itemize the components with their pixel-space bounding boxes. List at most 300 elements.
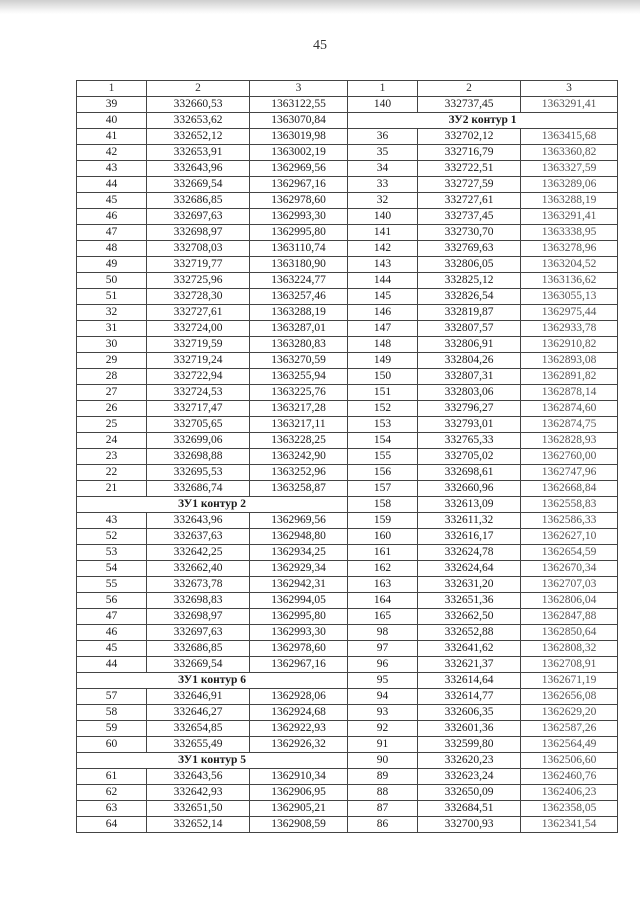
x-coordinate: 332727,59	[418, 177, 521, 193]
x-coordinate: 332631,20	[418, 577, 521, 593]
point-number: 29	[77, 353, 147, 369]
point-number: 163	[348, 577, 418, 593]
point-number: 36	[348, 129, 418, 145]
x-coordinate: 332641,62	[418, 641, 521, 657]
x-coordinate: 332601,36	[418, 721, 521, 737]
point-number: 142	[348, 241, 418, 257]
point-number: 64	[77, 817, 147, 833]
x-coordinate: 332662,40	[147, 561, 250, 577]
x-coordinate: 332719,59	[147, 337, 250, 353]
column-header: 1	[348, 81, 418, 97]
table-row	[77, 545, 618, 561]
y-coordinate: 1362908,59	[250, 817, 348, 833]
x-coordinate: 332624,78	[418, 545, 521, 561]
x-coordinate: 332652,14	[147, 817, 250, 833]
point-number: 150	[348, 369, 418, 385]
point-number: 25	[77, 417, 147, 433]
x-coordinate: 332655,49	[147, 737, 250, 753]
point-number: 31	[77, 321, 147, 337]
point-number: 140	[348, 209, 418, 225]
x-coordinate: 332621,37	[418, 657, 521, 673]
y-coordinate: 1362994,05	[250, 593, 348, 609]
x-coordinate: 332722,94	[147, 369, 250, 385]
table-row	[77, 529, 618, 545]
y-coordinate: 1362656,08	[521, 689, 618, 705]
y-coordinate: 1362910,34	[250, 769, 348, 785]
point-number: 21	[77, 481, 147, 497]
y-coordinate: 1362760,00	[521, 449, 618, 465]
x-coordinate: 332819,87	[418, 305, 521, 321]
x-coordinate: 332804,26	[418, 353, 521, 369]
point-number: 59	[77, 721, 147, 737]
x-coordinate: 332698,88	[147, 449, 250, 465]
y-coordinate: 1362406,23	[521, 785, 618, 801]
x-coordinate: 332673,78	[147, 577, 250, 593]
table-row	[77, 113, 618, 129]
point-number: 46	[77, 209, 147, 225]
y-coordinate: 1362847,88	[521, 609, 618, 625]
y-coordinate: 1362933,78	[521, 321, 618, 337]
point-number: 97	[348, 641, 418, 657]
x-coordinate: 332793,01	[418, 417, 521, 433]
y-coordinate: 1362828,93	[521, 433, 618, 449]
y-coordinate: 1362993,30	[250, 625, 348, 641]
x-coordinate: 332650,09	[418, 785, 521, 801]
x-coordinate: 332727,61	[418, 193, 521, 209]
table-row	[77, 417, 618, 433]
column-header: 3	[521, 81, 618, 97]
point-number: 157	[348, 481, 418, 497]
point-number: 26	[77, 401, 147, 417]
y-coordinate: 1362967,16	[250, 177, 348, 193]
table-row	[77, 305, 618, 321]
x-coordinate: 332699,06	[147, 433, 250, 449]
y-coordinate: 1362922,93	[250, 721, 348, 737]
table-row	[77, 257, 618, 273]
x-coordinate: 332662,50	[418, 609, 521, 625]
x-coordinate: 332697,63	[147, 625, 250, 641]
y-coordinate: 1363280,83	[250, 337, 348, 353]
x-coordinate: 332686,85	[147, 193, 250, 209]
x-coordinate: 332660,53	[147, 97, 250, 113]
table-row	[77, 193, 618, 209]
point-number: 162	[348, 561, 418, 577]
y-coordinate: 1362929,34	[250, 561, 348, 577]
y-coordinate: 1363288,19	[250, 305, 348, 321]
x-coordinate: 332806,05	[418, 257, 521, 273]
y-coordinate: 1362708,91	[521, 657, 618, 673]
y-coordinate: 1362627,10	[521, 529, 618, 545]
table-row	[77, 657, 618, 673]
x-coordinate: 332613,09	[418, 497, 521, 513]
y-coordinate: 1362967,16	[250, 657, 348, 673]
point-number: 52	[77, 529, 147, 545]
x-coordinate: 332614,77	[418, 689, 521, 705]
column-header: 1	[77, 81, 147, 97]
y-coordinate: 1363242,90	[250, 449, 348, 465]
point-number: 145	[348, 289, 418, 305]
coordinates-table	[76, 80, 618, 833]
y-coordinate: 1363252,96	[250, 465, 348, 481]
table-row	[77, 177, 618, 193]
point-number: 88	[348, 785, 418, 801]
y-coordinate: 1362910,82	[521, 337, 618, 353]
y-coordinate: 1363019,98	[250, 129, 348, 145]
x-coordinate: 332614,64	[418, 673, 521, 689]
table-row	[77, 561, 618, 577]
y-coordinate: 1363136,62	[521, 273, 618, 289]
x-coordinate: 332643,56	[147, 769, 250, 785]
x-coordinate: 332807,31	[418, 369, 521, 385]
section-heading: ЗУ1 контур 5	[77, 753, 348, 769]
x-coordinate: 332669,54	[147, 657, 250, 673]
table-row	[77, 129, 618, 145]
table-row	[77, 145, 618, 161]
y-coordinate: 1362671,19	[521, 673, 618, 689]
point-number: 140	[348, 97, 418, 113]
table-row	[77, 593, 618, 609]
table-row	[77, 337, 618, 353]
y-coordinate: 1362995,80	[250, 225, 348, 241]
point-number: 98	[348, 625, 418, 641]
y-coordinate: 1362558,83	[521, 497, 618, 513]
y-coordinate: 1363288,19	[521, 193, 618, 209]
point-number: 63	[77, 801, 147, 817]
column-header: 2	[418, 81, 521, 97]
y-coordinate: 1363002,19	[250, 145, 348, 161]
table-row	[77, 785, 618, 801]
x-coordinate: 332796,27	[418, 401, 521, 417]
section-heading: ЗУ2 контур 1	[348, 113, 618, 129]
y-coordinate: 1362670,34	[521, 561, 618, 577]
point-number: 154	[348, 433, 418, 449]
x-coordinate: 332651,50	[147, 801, 250, 817]
point-number: 35	[348, 145, 418, 161]
point-number: 58	[77, 705, 147, 721]
point-number: 149	[348, 353, 418, 369]
point-number: 60	[77, 737, 147, 753]
table-row	[77, 673, 618, 689]
x-coordinate: 332646,91	[147, 689, 250, 705]
point-number: 90	[348, 753, 418, 769]
y-coordinate: 1363338,95	[521, 225, 618, 241]
point-number: 62	[77, 785, 147, 801]
point-number: 34	[348, 161, 418, 177]
y-coordinate: 1362878,14	[521, 385, 618, 401]
y-coordinate: 1362707,03	[521, 577, 618, 593]
y-coordinate: 1363217,11	[250, 417, 348, 433]
x-coordinate: 332719,77	[147, 257, 250, 273]
scan-top-shadow	[0, 0, 640, 14]
column-header: 2	[147, 81, 250, 97]
point-number: 50	[77, 273, 147, 289]
point-number: 55	[77, 577, 147, 593]
y-coordinate: 1362808,32	[521, 641, 618, 657]
y-coordinate: 1362995,80	[250, 609, 348, 625]
y-coordinate: 1362924,68	[250, 705, 348, 721]
point-number: 51	[77, 289, 147, 305]
x-coordinate: 332643,96	[147, 161, 250, 177]
point-number: 22	[77, 465, 147, 481]
x-coordinate: 332765,33	[418, 433, 521, 449]
x-coordinate: 332730,70	[418, 225, 521, 241]
x-coordinate: 332698,97	[147, 225, 250, 241]
y-coordinate: 1363257,46	[250, 289, 348, 305]
point-number: 92	[348, 721, 418, 737]
x-coordinate: 332653,62	[147, 113, 250, 129]
x-coordinate: 332806,91	[418, 337, 521, 353]
table-row	[77, 273, 618, 289]
x-coordinate: 332652,12	[147, 129, 250, 145]
x-coordinate: 332637,63	[147, 529, 250, 545]
point-number: 159	[348, 513, 418, 529]
point-number: 89	[348, 769, 418, 785]
point-number: 158	[348, 497, 418, 513]
point-number: 44	[77, 657, 147, 673]
table-row	[77, 769, 618, 785]
x-coordinate: 332803,06	[418, 385, 521, 401]
x-coordinate: 332724,00	[147, 321, 250, 337]
y-coordinate: 1363278,96	[521, 241, 618, 257]
y-coordinate: 1363258,87	[250, 481, 348, 497]
table-row	[77, 321, 618, 337]
point-number: 160	[348, 529, 418, 545]
table-row	[77, 817, 618, 833]
point-number: 33	[348, 177, 418, 193]
y-coordinate: 1362942,31	[250, 577, 348, 593]
x-coordinate: 332737,45	[418, 209, 521, 225]
point-number: 152	[348, 401, 418, 417]
column-header: 3	[250, 81, 348, 97]
x-coordinate: 332700,93	[418, 817, 521, 833]
y-coordinate: 1362893,08	[521, 353, 618, 369]
point-number: 61	[77, 769, 147, 785]
x-coordinate: 332623,24	[418, 769, 521, 785]
point-number: 164	[348, 593, 418, 609]
y-coordinate: 1363070,84	[250, 113, 348, 129]
x-coordinate: 332708,03	[147, 241, 250, 257]
point-number: 45	[77, 193, 147, 209]
x-coordinate: 332719,24	[147, 353, 250, 369]
x-coordinate: 332697,63	[147, 209, 250, 225]
table-row	[77, 289, 618, 305]
y-coordinate: 1363055,13	[521, 289, 618, 305]
point-number: 143	[348, 257, 418, 273]
point-number: 147	[348, 321, 418, 337]
y-coordinate: 1363291,41	[521, 97, 618, 113]
y-coordinate: 1363287,01	[250, 321, 348, 337]
y-coordinate: 1362969,56	[250, 161, 348, 177]
y-coordinate: 1362891,82	[521, 369, 618, 385]
y-coordinate: 1362806,04	[521, 593, 618, 609]
y-coordinate: 1363224,77	[250, 273, 348, 289]
point-number: 30	[77, 337, 147, 353]
y-coordinate: 1362629,20	[521, 705, 618, 721]
x-coordinate: 332669,54	[147, 177, 250, 193]
x-coordinate: 332642,25	[147, 545, 250, 561]
point-number: 86	[348, 817, 418, 833]
y-coordinate: 1363255,94	[250, 369, 348, 385]
point-number: 47	[77, 225, 147, 241]
x-coordinate: 332728,30	[147, 289, 250, 305]
y-coordinate: 1363225,76	[250, 385, 348, 401]
point-number: 148	[348, 337, 418, 353]
table-row	[77, 801, 618, 817]
table-row	[77, 737, 618, 753]
point-number: 46	[77, 625, 147, 641]
point-number: 94	[348, 689, 418, 705]
y-coordinate: 1363228,25	[250, 433, 348, 449]
point-number: 41	[77, 129, 147, 145]
x-coordinate: 332717,47	[147, 401, 250, 417]
x-coordinate: 332725,96	[147, 273, 250, 289]
table-row	[77, 641, 618, 657]
table-row	[77, 161, 618, 177]
x-coordinate: 332643,96	[147, 513, 250, 529]
x-coordinate: 332716,79	[418, 145, 521, 161]
y-coordinate: 1362975,44	[521, 305, 618, 321]
table-row	[77, 721, 618, 737]
y-coordinate: 1362969,56	[250, 513, 348, 529]
x-coordinate: 332825,12	[418, 273, 521, 289]
point-number: 32	[77, 305, 147, 321]
y-coordinate: 1362654,59	[521, 545, 618, 561]
table-row	[77, 689, 618, 705]
table-row	[77, 353, 618, 369]
table-row	[77, 209, 618, 225]
y-coordinate: 1362341,54	[521, 817, 618, 833]
table-row	[77, 497, 618, 513]
y-coordinate: 1362874,75	[521, 417, 618, 433]
section-heading: ЗУ1 контур 6	[77, 673, 348, 689]
y-coordinate: 1362978,60	[250, 193, 348, 209]
table-row	[77, 625, 618, 641]
x-coordinate: 332705,65	[147, 417, 250, 433]
x-coordinate: 332698,83	[147, 593, 250, 609]
table-row	[77, 481, 618, 497]
y-coordinate: 1362564,49	[521, 737, 618, 753]
table-row	[77, 433, 618, 449]
table-row	[77, 705, 618, 721]
point-number: 146	[348, 305, 418, 321]
x-coordinate: 332653,91	[147, 145, 250, 161]
y-coordinate: 1363327,59	[521, 161, 618, 177]
x-coordinate: 332652,88	[418, 625, 521, 641]
x-coordinate: 332660,96	[418, 481, 521, 497]
x-coordinate: 332624,64	[418, 561, 521, 577]
table-row	[77, 369, 618, 385]
table-row	[77, 241, 618, 257]
point-number: 144	[348, 273, 418, 289]
y-coordinate: 1363360,82	[521, 145, 618, 161]
x-coordinate: 332686,85	[147, 641, 250, 657]
y-coordinate: 1362978,60	[250, 641, 348, 657]
point-number: 40	[77, 113, 147, 129]
y-coordinate: 1363289,06	[521, 177, 618, 193]
x-coordinate: 332737,45	[418, 97, 521, 113]
x-coordinate: 332724,53	[147, 385, 250, 401]
x-coordinate: 332684,51	[418, 801, 521, 817]
table-header-row	[77, 81, 618, 97]
x-coordinate: 332702,12	[418, 129, 521, 145]
point-number: 91	[348, 737, 418, 753]
y-coordinate: 1363291,41	[521, 209, 618, 225]
y-coordinate: 1363110,74	[250, 241, 348, 257]
x-coordinate: 332705,02	[418, 449, 521, 465]
point-number: 95	[348, 673, 418, 689]
table-row	[77, 97, 618, 113]
y-coordinate: 1362928,06	[250, 689, 348, 705]
x-coordinate: 332695,53	[147, 465, 250, 481]
x-coordinate: 332616,17	[418, 529, 521, 545]
table-row	[77, 753, 618, 769]
point-number: 27	[77, 385, 147, 401]
point-number: 161	[348, 545, 418, 561]
x-coordinate: 332807,57	[418, 321, 521, 337]
y-coordinate: 1363270,59	[250, 353, 348, 369]
y-coordinate: 1362586,33	[521, 513, 618, 529]
point-number: 156	[348, 465, 418, 481]
x-coordinate: 332769,63	[418, 241, 521, 257]
y-coordinate: 1363217,28	[250, 401, 348, 417]
x-coordinate: 332611,32	[418, 513, 521, 529]
table-row	[77, 609, 618, 625]
point-number: 165	[348, 609, 418, 625]
y-coordinate: 1362906,95	[250, 785, 348, 801]
x-coordinate: 332727,61	[147, 305, 250, 321]
x-coordinate: 332606,35	[418, 705, 521, 721]
point-number: 153	[348, 417, 418, 433]
x-coordinate: 332651,36	[418, 593, 521, 609]
x-coordinate: 332620,23	[418, 753, 521, 769]
point-number: 47	[77, 609, 147, 625]
point-number: 56	[77, 593, 147, 609]
y-coordinate: 1362934,25	[250, 545, 348, 561]
x-coordinate: 332646,27	[147, 705, 250, 721]
x-coordinate: 332599,80	[418, 737, 521, 753]
x-coordinate: 332698,97	[147, 609, 250, 625]
y-coordinate: 1363415,68	[521, 129, 618, 145]
point-number: 93	[348, 705, 418, 721]
point-number: 28	[77, 369, 147, 385]
point-number: 42	[77, 145, 147, 161]
table-row	[77, 385, 618, 401]
point-number: 24	[77, 433, 147, 449]
y-coordinate: 1362358,05	[521, 801, 618, 817]
x-coordinate: 332722,51	[418, 161, 521, 177]
x-coordinate: 332654,85	[147, 721, 250, 737]
table-row	[77, 577, 618, 593]
point-number: 141	[348, 225, 418, 241]
point-number: 53	[77, 545, 147, 561]
table-row	[77, 465, 618, 481]
table-row	[77, 401, 618, 417]
point-number: 39	[77, 97, 147, 113]
y-coordinate: 1362874,60	[521, 401, 618, 417]
y-coordinate: 1363122,55	[250, 97, 348, 113]
x-coordinate: 332826,54	[418, 289, 521, 305]
y-coordinate: 1362747,96	[521, 465, 618, 481]
x-coordinate: 332642,93	[147, 785, 250, 801]
table-row	[77, 225, 618, 241]
point-number: 45	[77, 641, 147, 657]
page-number: 45	[313, 38, 327, 53]
point-number: 23	[77, 449, 147, 465]
section-heading: ЗУ1 контур 2	[77, 497, 348, 513]
table-row	[77, 513, 618, 529]
y-coordinate: 1362948,80	[250, 529, 348, 545]
x-coordinate: 332686,74	[147, 481, 250, 497]
